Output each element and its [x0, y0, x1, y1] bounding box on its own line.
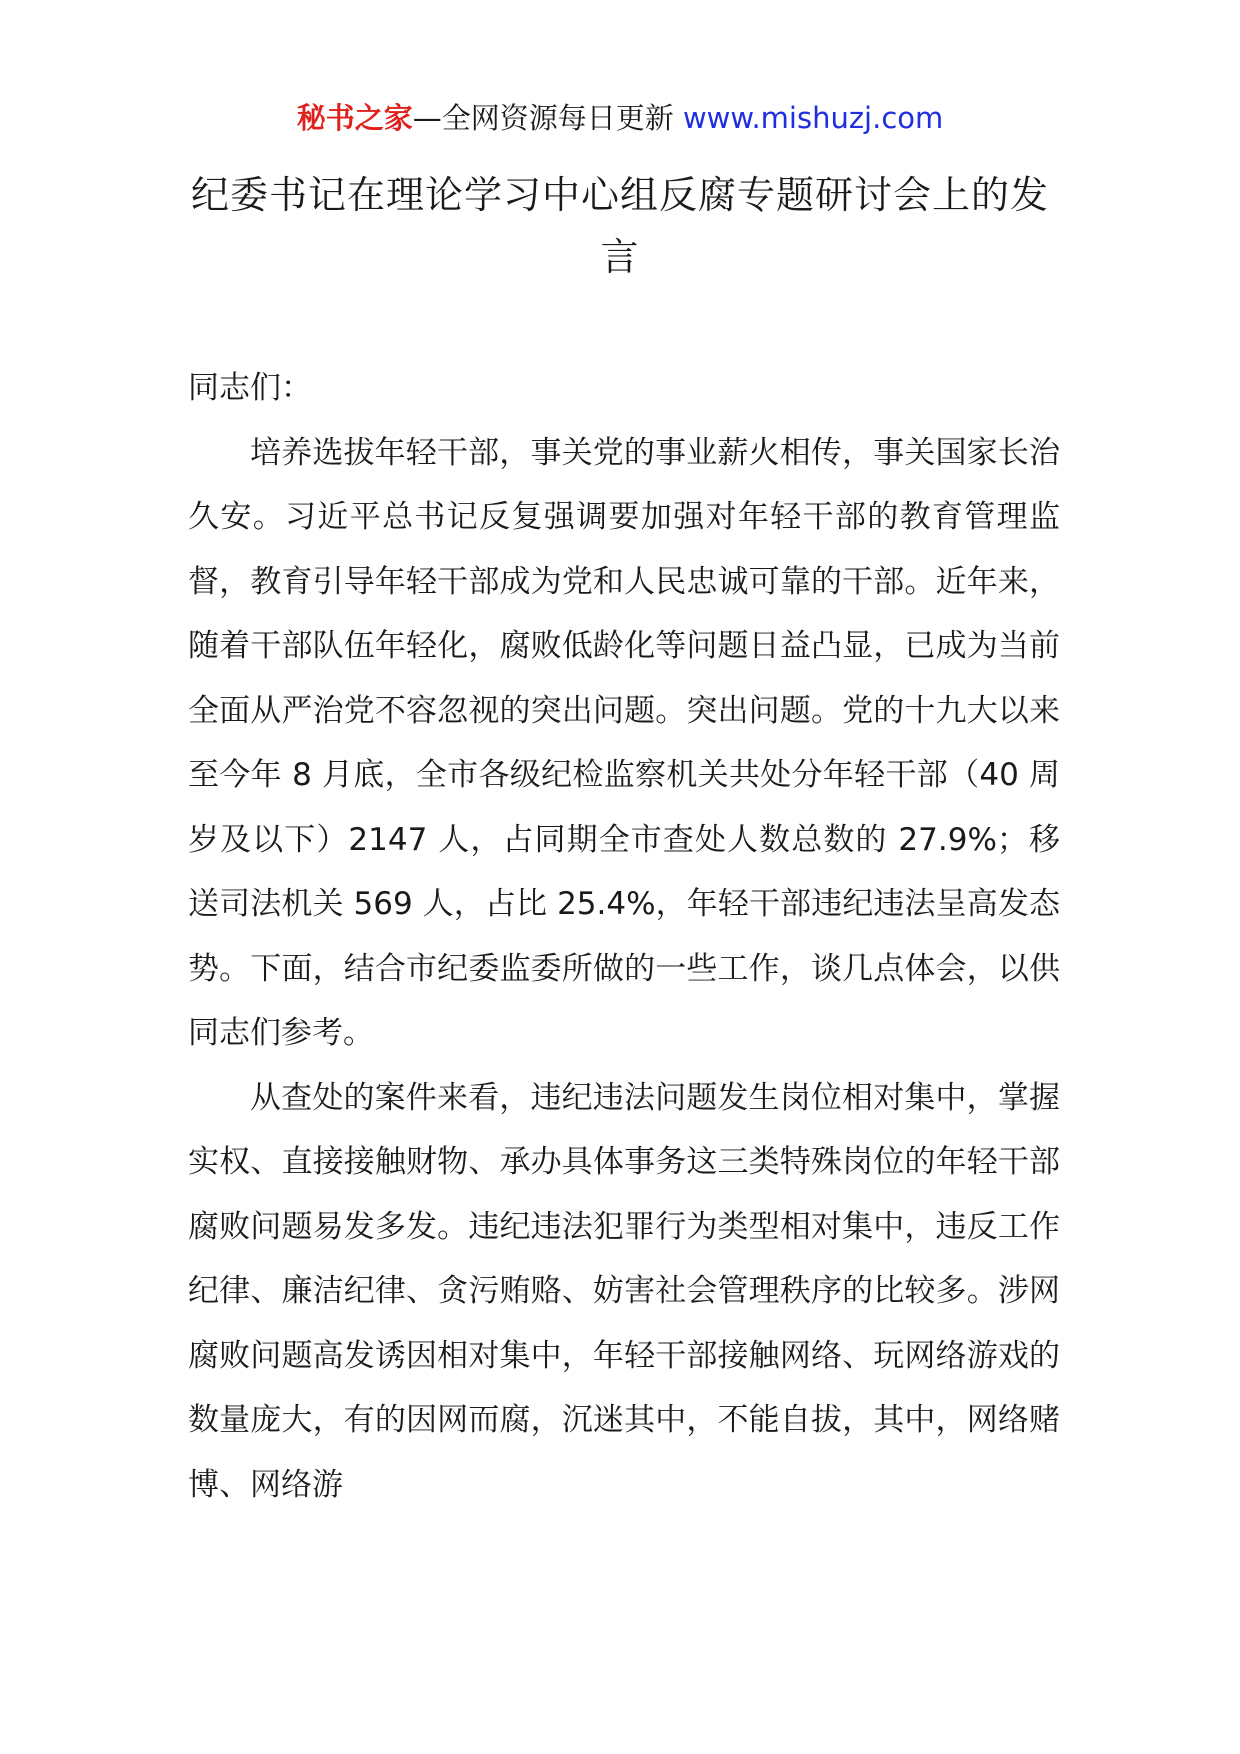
body-paragraph: 从查处的案件来看，违纪违法问题发生岗位相对集中，掌握实权、直接接触财物、承办具体事务这三类特殊岗位的年轻干部腐败问题易发多发。违纪违法犯罪行为类型相对集中，违反工作纪律、廉洁纪律、贪污贿赂、妨害社会管理秩序的比较多。涉网腐败问题高发诱因相对集中，年轻干部接触网络、玩网络游戏的数量庞大，有的因网而腐，沉迷其中，不能自拔，其中，网络赌博、网络游 [188, 1079, 1060, 1503]
document-body [188, 356, 1060, 1517]
document-title: 纪委书记在理论学习中心组反腐专题研讨会上的发言 [190, 173, 1049, 279]
header-tagline: —全网资源每日更新 [412, 101, 674, 135]
brand-name: 秘书之家 [296, 101, 413, 135]
site-header [0, 98, 1240, 138]
website-link[interactable]: www.mishuzj.com [682, 101, 944, 135]
body-paragraph: 培养选拔年轻干部，事关党的事业薪火相传，事关国家长治久安。习近平总书记反复强调要加强对年轻干部的教育管理监督，教育引导年轻干部成为党和人民忠诚可靠的干部。近年来，随着干部队伍年轻化，腐败低龄化等问题日益凸显，已成为当前全面从严治党不容忽视的突出问题。突出问题。党的十九大以来至今年 8 月底，全市各级纪检监察机关共处分年轻干部（40 周岁及以下）2147 人，占同期全市查处人数总数的 27.9%；移送司法机关 569 人，占比 25.4%，年轻干部违纪违法呈高发态势。下面，结合市纪委监委所做的一些工作，谈几点体会，以供同志们参考。 [188, 434, 1060, 1051]
salutation: 同志们： [188, 370, 312, 406]
